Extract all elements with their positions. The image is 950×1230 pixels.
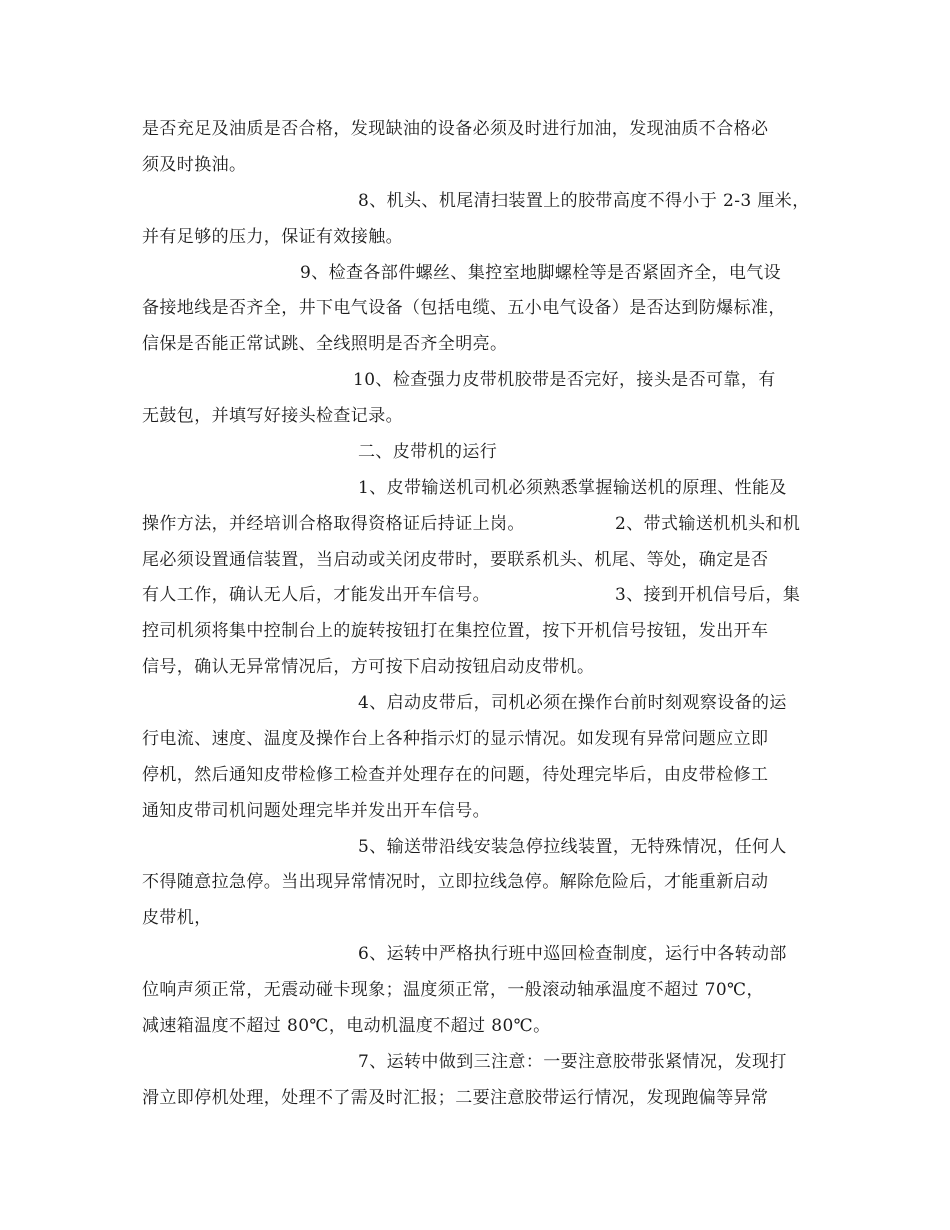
text-line	[142, 979, 764, 1001]
line-text: 滑立即停机处理，处理不了需及时汇报；二要注意胶带运行情况，发现跑偏等异常	[142, 1088, 769, 1108]
text-line	[142, 513, 801, 535]
paragraph-1	[358, 477, 787, 499]
line-text: 位响声须正常，无震动碰卡现象；温度须正常，一般滚动轴承温度不超过 70℃，	[142, 980, 764, 1000]
text-line	[142, 620, 768, 642]
line-text: 通知皮带司机问题处理完毕并发出开车信号。	[142, 801, 490, 821]
line-text: 6、运转中严格执行班中巡回检查制度，运行中各转动部	[358, 944, 787, 964]
text-line	[142, 549, 768, 571]
paragraph-4	[358, 692, 787, 714]
line-text: 9、检查各部件螺丝、集控室地脚螺栓等是否紧固齐全，电气设	[300, 263, 782, 283]
paragraph-2-start: 2、带式输送机机头和机	[615, 514, 801, 534]
text-line	[142, 118, 768, 140]
text-line	[142, 907, 212, 929]
line-text: 8、机头、机尾清扫装置上的胶带高度不得小于 2-3 厘米，	[358, 191, 810, 211]
line-text: 10、检查强力皮带机胶带是否完好，接头是否可靠，有	[353, 370, 776, 390]
text-line	[142, 405, 403, 427]
text-line	[142, 154, 246, 176]
line-text: 7、运转中做到三注意：一要注意胶带张紧情况，发现打	[358, 1052, 787, 1072]
line-text: 须及时换油。	[142, 155, 247, 175]
line-text: 控司机须将集中控制台上的旋转按钮打在集控位置，按下开机信号按钮，发出开车	[142, 621, 769, 641]
line-text: 信保是否能正常试跳、全线照明是否齐全明亮。	[142, 334, 508, 354]
line-text: 减速箱温度不超过 80℃，电动机温度不超过 80℃。	[142, 1016, 551, 1036]
line-text: 并有足够的压力，保证有效接触。	[142, 227, 403, 247]
text-line	[142, 871, 768, 893]
line-text: 尾必须设置通信装置，当启动或关闭皮带时，要联系机头、机尾、等处，确定是否	[142, 550, 769, 570]
line-text: 是否充足及油质是否合格，发现缺油的设备必须及时进行加油，发现油质不合格必	[142, 119, 769, 139]
text-line	[142, 656, 594, 678]
line-text: 1、皮带输送机司机必须熟悉掌握输送机的原理、性能及	[358, 478, 787, 498]
line-text: 不得随意拉急停。当出现异常情况时，立即拉线急停。解除危险后，才能重新启动	[142, 872, 769, 892]
paragraph-7	[358, 1051, 787, 1073]
heading-text: 二、皮带机的运行	[358, 442, 498, 462]
paragraph-8	[358, 190, 810, 212]
paragraph-9	[300, 262, 781, 284]
text-line	[142, 1087, 768, 1109]
paragraph-6	[358, 943, 787, 965]
text-line	[142, 800, 490, 822]
text-line	[142, 297, 786, 319]
line-text: 5、输送带沿线安装急停拉线装置，无特殊情况，任何人	[358, 837, 787, 857]
line-text: 无鼓包，并填写好接头检查记录。	[142, 406, 403, 426]
line-text: 4、启动皮带后，司机必须在操作台前时刻观察设备的运	[358, 693, 787, 713]
text-line	[142, 728, 768, 750]
line-text: 行电流、速度、温度及操作台上各种指示灯的显示情况。如发现有异常问题应立即	[142, 729, 769, 749]
line-text: 备接地线是否齐全，井下电气设备（包括电缆、五小电气设备）是否达到防爆标准，	[142, 298, 786, 318]
paragraph-3-start: 3、接到开机信号后，集	[615, 585, 801, 605]
line-text: 操作方法，并经培训合格取得资格证后持证上岗。	[142, 514, 525, 534]
text-line	[142, 764, 768, 786]
line-text: 有人工作，确认无人后，才能发出开车信号。	[142, 585, 490, 605]
line-text: 停机，然后通知皮带检修工检查并处理存在的问题，待处理完毕后，由皮带检修工	[142, 765, 769, 785]
paragraph-10	[353, 369, 776, 391]
section-heading	[358, 441, 497, 463]
text-line	[142, 584, 801, 606]
text-line	[142, 1015, 551, 1037]
line-text: 信号，确认无异常情况后，方可按下启动按钮启动皮带机。	[142, 657, 595, 677]
paragraph-5	[358, 836, 787, 858]
line-text: 皮带机，	[142, 908, 212, 928]
text-line	[142, 333, 507, 355]
text-line	[142, 226, 403, 248]
